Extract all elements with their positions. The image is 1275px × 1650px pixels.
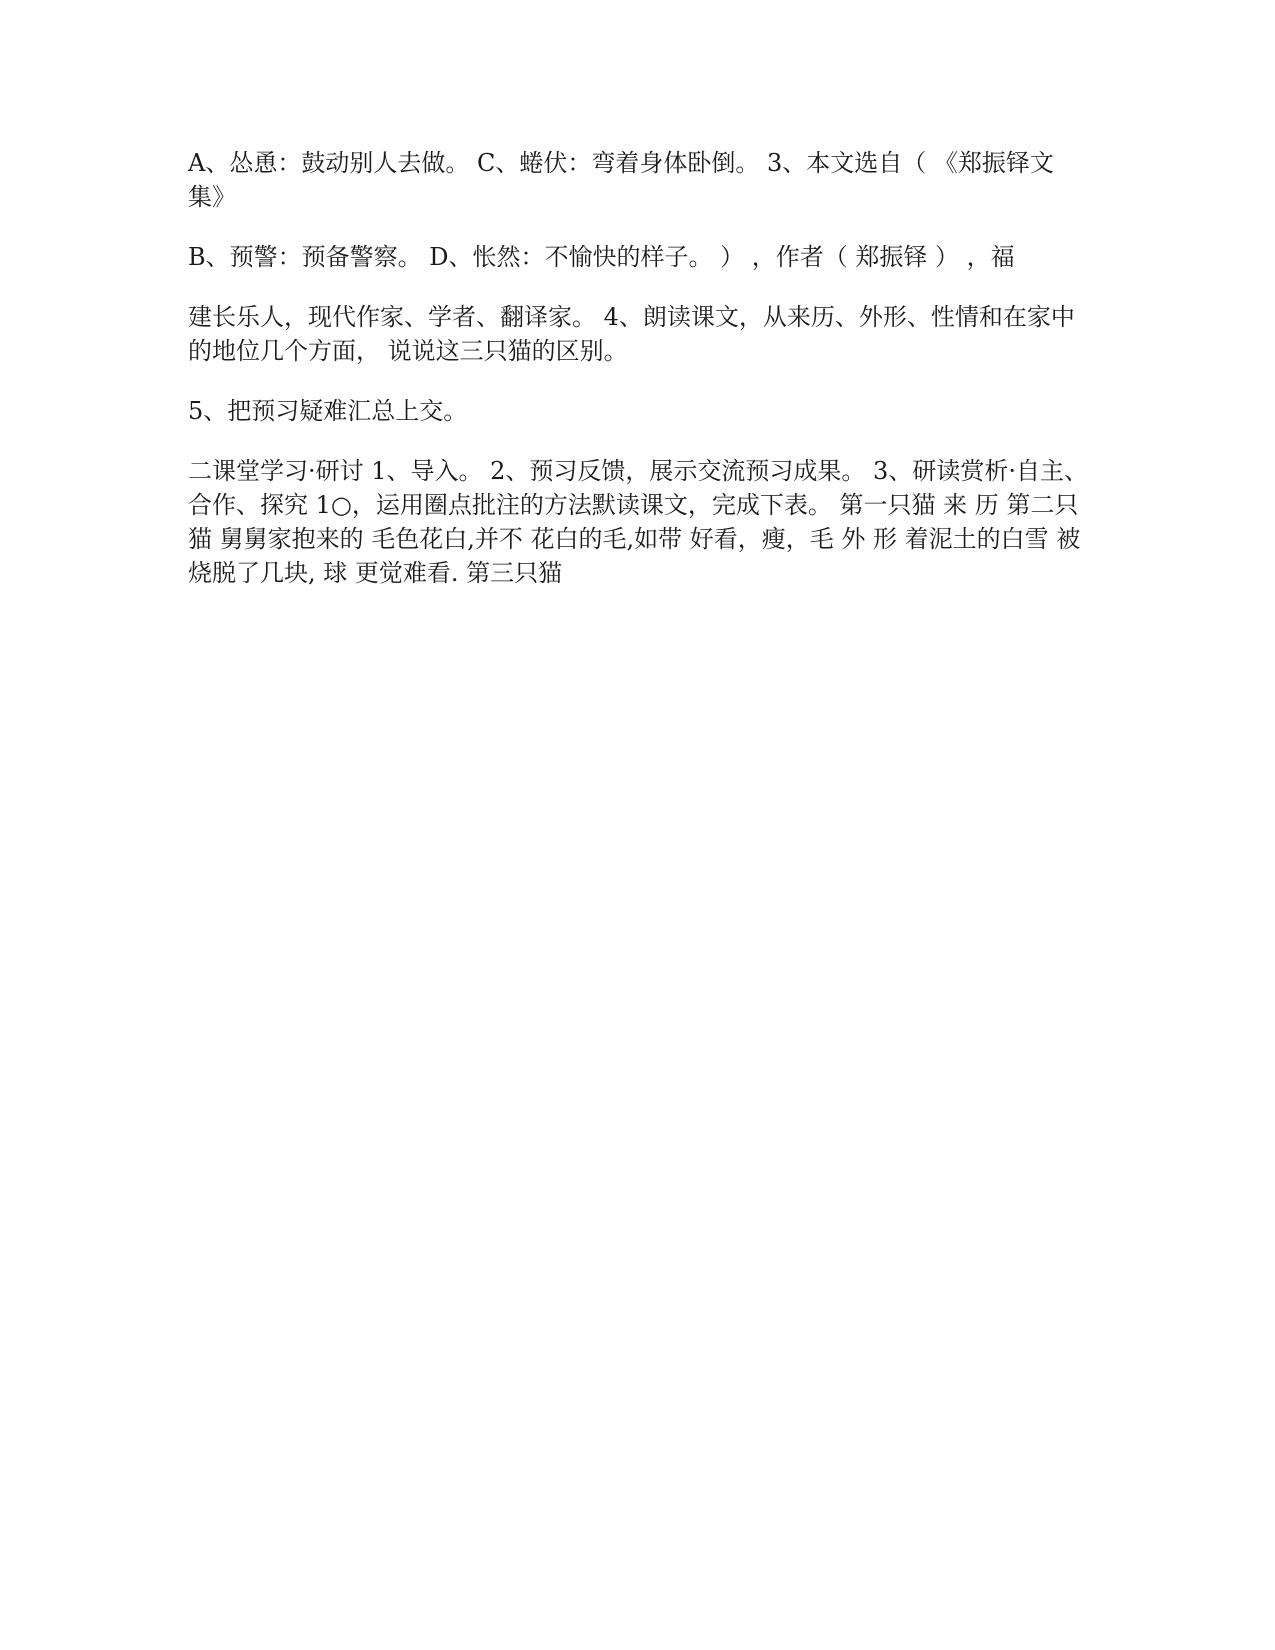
paragraph-preview-task: 5、把预习疑难汇总上交。 bbox=[188, 397, 468, 425]
paragraph-vocabulary-b-d: B、预警：预备警察。 D、怅然：不愉快的样子。 ） ，作者（ 郑振铎 ） ，福 bbox=[188, 243, 1015, 271]
paragraph-vocabulary-a-c: A、怂恿：鼓动别人去做。 C、蜷伏：弯着身体卧倒。 3、本文选自（ 《郑振铎文集》 bbox=[188, 149, 1054, 211]
paragraph-author-intro: 建长乐人，现代作家、学者、翻译家。 4、朗读课文，从来历、外形、性情和在家中的地位几个方面， 说说这三只猫的区别。 bbox=[188, 303, 1075, 365]
document-body bbox=[188, 146, 1088, 590]
paragraph-classroom-study: 二课堂学习·研讨 1、导入。 2、预习反馈，展示交流预习成果。 3、研读赏析·自主、合作、探究 1○，运用圈点批注的方法默读课文，完成下表。 第一只猫 来 历 第二只猫 舅舅家抱来的 毛色花白,并不 花白的毛,如带 好看，瘦，毛 外 形 着泥土的白雪 被烧脱了几块, 球 更觉难看. 第三只猫 bbox=[188, 457, 1088, 587]
